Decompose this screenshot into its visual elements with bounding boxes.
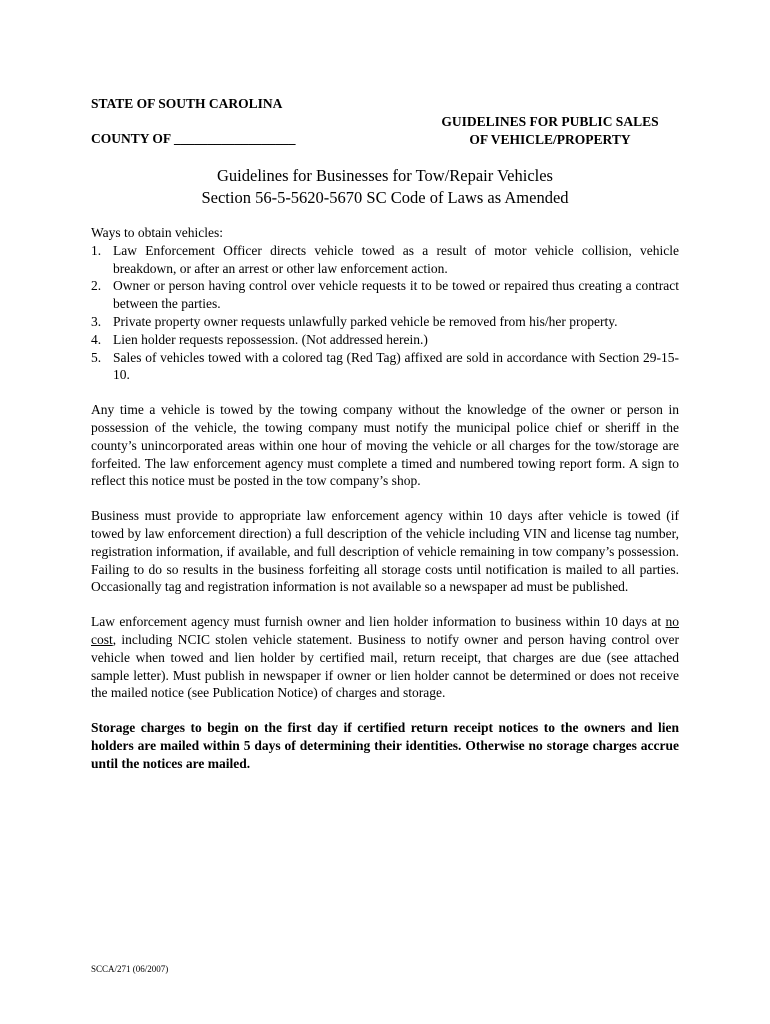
no-cost-underlined: no cost — [91, 614, 679, 647]
owner-notice-text-start: Law enforcement agency must furnish owner and lien holder information to business within 10 days at — [91, 614, 666, 630]
document-body — [91, 224, 679, 773]
list-item — [91, 242, 679, 278]
county-heading: COUNTY OF __________________ — [91, 131, 296, 146]
title-line2: Section 56-5-5620-5670 SC Code of Laws as Amended — [201, 188, 569, 207]
title-line1: Guidelines for Businesses for Tow/Repair Vehicles — [217, 166, 553, 185]
storage-charges-paragraph: Storage charges to begin on the first day if certified return receipt notices to the owners and lien holders are mailed within 5 days of determining their identities. Otherwise no storage charges accrue until the notices are mailed. — [91, 720, 679, 771]
towing-notification-paragraph: Any time a vehicle is towed by the towing company without the knowledge of the owner or person in possession of the vehicle, the towing company must notify the municipal police chief or sheriff in the county’s unincorporated areas within one hour of moving the vehicle or all charges for the tow/storage are forfeited. The law enforcement agency must complete a timed and numbered towing report form. A sign to reflect this notice must be posted in the tow company’s shop. — [91, 402, 679, 489]
list-item-text: Private property owner requests unlawfully parked vehicle be removed from his/her property. — [113, 313, 618, 329]
document-title — [91, 165, 679, 209]
list-item — [91, 277, 679, 313]
list-item — [91, 313, 679, 331]
guidelines-heading — [400, 113, 700, 149]
list-item-text: Sales of vehicles towed with a colored tag (Red Tag) affixed are sold in accordance with Section 29-15-10. — [113, 349, 679, 383]
list-item-text: Lien holder requests repossession. (Not addressed herein.) — [113, 331, 428, 347]
list-item-text: Law Enforcement Officer directs vehicle towed as a result of motor vehicle collision, vehicle breakdown, or after an arrest or other law enforcement action. — [113, 242, 679, 276]
ways-intro: Ways to obtain vehicles: — [91, 225, 224, 240]
owner-notice-text-end: , including NCIC stolen vehicle statement. Business to notify owner and person having control over vehicle when towed and lien holder by certified mail, return receipt, that charges are due (see attached sample letter). Must publish in newspaper if owner or lien holder cannot be determined or does not receive the mailed notice (see Publication Notice) of charges and storage. — [91, 631, 679, 701]
list-item-number: 3. — [91, 313, 102, 329]
guidelines-heading-line2: OF VEHICLE/PROPERTY — [469, 132, 631, 147]
state-heading: STATE OF SOUTH CAROLINA — [91, 96, 283, 111]
vehicle-description-paragraph: Business must provide to appropriate law enforcement agency within 10 days after vehicle is towed (if towed by law enforcement direction) a full description of the vehicle including VIN and license tag number, registration information, if available, and full description of vehicle remaining in tow company’s possession. Failing to do so results in the business forfeiting all storage costs until notification is mailed to all parties. Occasionally tag and registration information is not available so a newspaper ad must be published. — [91, 508, 679, 595]
list-item — [91, 349, 679, 385]
list-item-number: 4. — [91, 331, 102, 347]
list-item-number: 5. — [91, 349, 102, 365]
list-item-number: 1. — [91, 242, 102, 258]
form-code: SCCA/271 (06/2007) — [91, 964, 169, 974]
ways-list — [91, 242, 679, 384]
list-item-text: Owner or person having control over vehicle requests it to be towed or repaired thus creating a contract between the parties. — [113, 278, 679, 312]
list-item — [91, 331, 679, 349]
list-item-number: 2. — [91, 278, 102, 294]
guidelines-heading-line1: GUIDELINES FOR PUBLIC SALES — [441, 114, 659, 129]
owner-notice-paragraph — [91, 613, 679, 702]
